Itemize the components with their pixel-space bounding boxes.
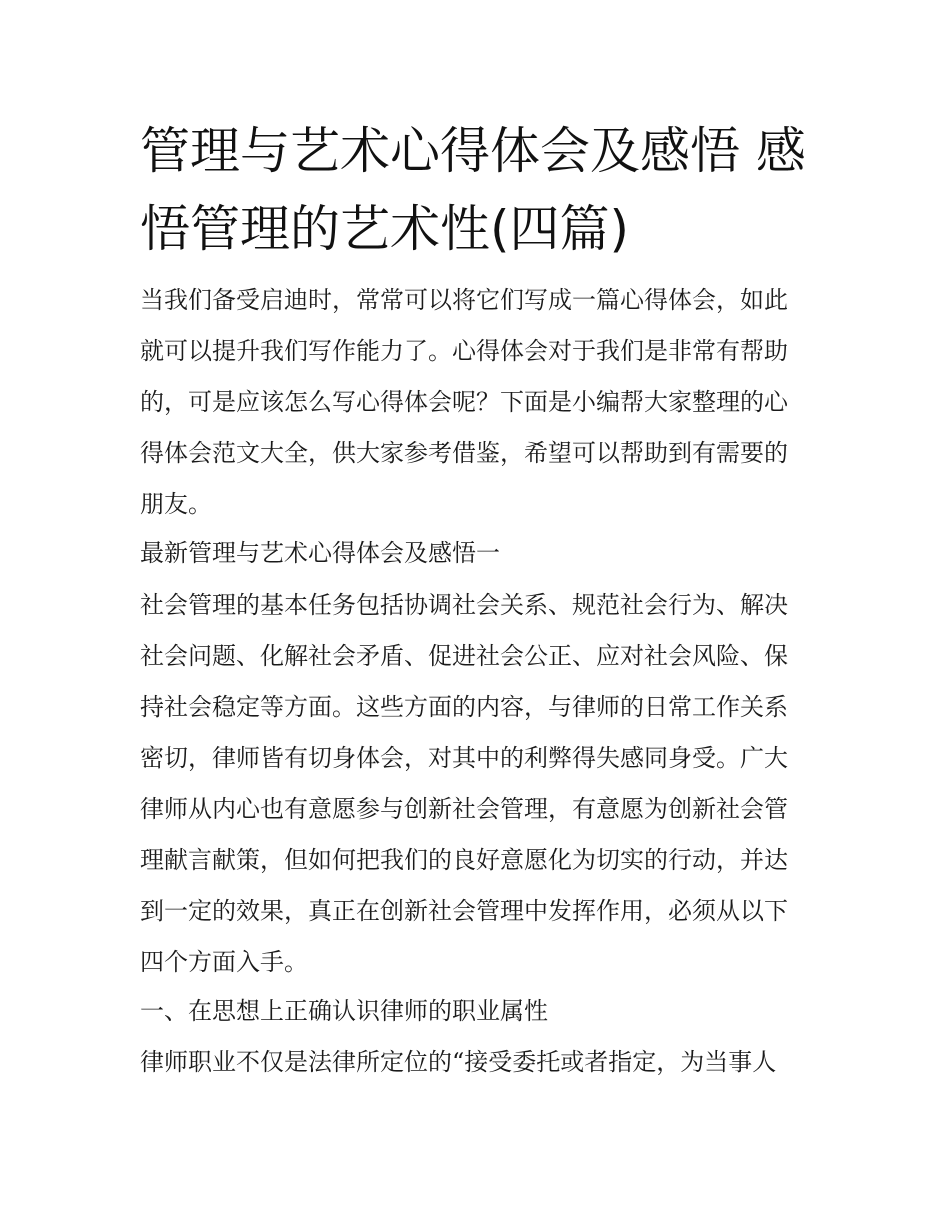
body-line: 社会管理的基本任务包括协调社会关系、规范社会行为、解决 [140,591,788,619]
title-line-1: 管理与艺术心得体会及感悟 感 [140,122,806,180]
body-line: 到一定的效果，真正在创新社会管理中发挥作用，必须从以下 [140,897,788,925]
document-title [140,112,815,268]
body-line: 密切，律师皆有切身体会，对其中的利弊得失感同身受。广大 [140,744,788,772]
body-line: 四个方面入手。 [140,948,308,976]
intro-line: 朋友。 [140,490,212,518]
intro-line: 当我们备受启迪时，常常可以将它们写成一篇心得体会，如此 [140,286,788,314]
section-heading: 最新管理与艺术心得体会及感悟一 [140,539,500,567]
body-line: 持社会稳定等方面。这些方面的内容，与律师的日常工作关系 [140,693,788,721]
body-line: 律师从内心也有意愿参与创新社会管理，有意愿为创新社会管 [140,795,788,823]
body-line: 律师职业不仅是法律所定位的“接受委托或者指定，为当事人 [140,1048,777,1076]
intro-line: 就可以提升我们写作能力了。心得体会对于我们是非常有帮助 [140,337,788,365]
body-line: 理献言献策，但如何把我们的良好意愿化为切实的行动，并达 [140,846,788,874]
body-line: 社会问题、化解社会矛盾、促进社会公正、应对社会风险、保 [140,642,788,670]
title-line-2: 悟管理的艺术性(四篇) [140,200,630,258]
subheading: 一、在思想上正确认识律师的职业属性 [140,997,548,1025]
intro-line: 得体会范文大全，供大家参考借鉴，希望可以帮助到有需要的 [140,439,788,467]
intro-line: 的，可是应该怎么写心得体会呢？下面是小编帮大家整理的心 [140,388,788,416]
